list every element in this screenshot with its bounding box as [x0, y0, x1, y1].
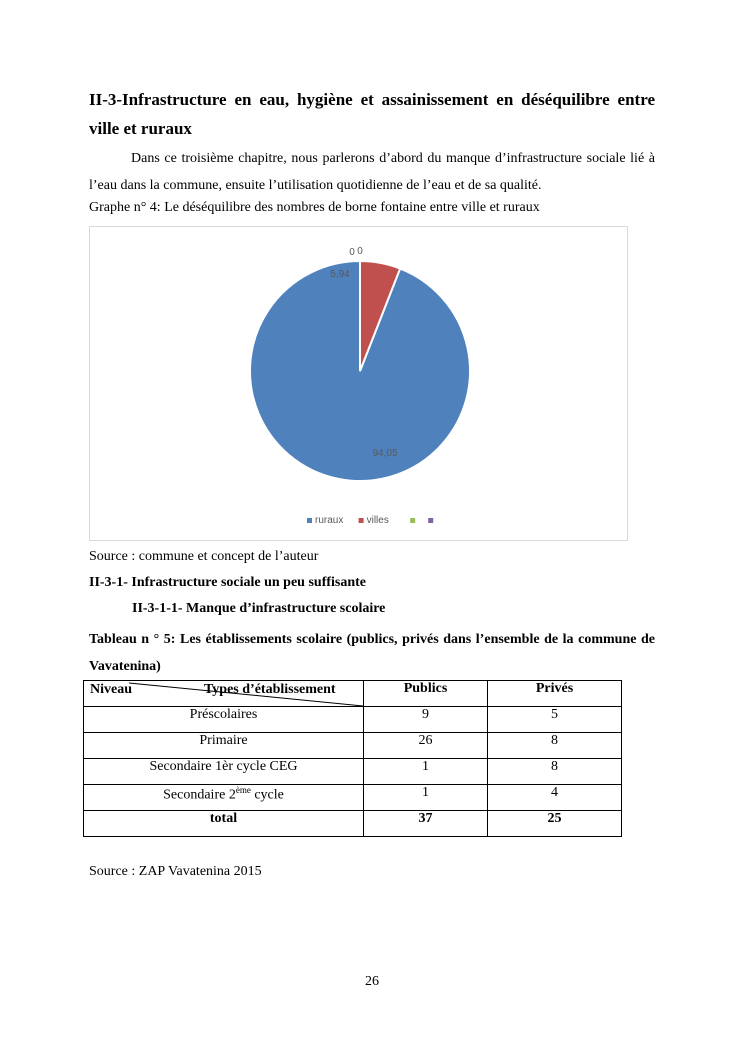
total-label: total [84, 811, 364, 837]
subsection-heading: II-3-1- Infrastructure sociale un peu suffisante [89, 575, 367, 590]
table-header-row [84, 681, 622, 707]
row-publics: 1 [364, 759, 488, 785]
row-prives: 4 [488, 785, 622, 811]
pie-value-label: 94,05 [372, 448, 398, 459]
header-publics: Publics [364, 681, 488, 707]
table-total-row [84, 811, 622, 837]
legend-label: villes [366, 515, 389, 526]
row-prives: 8 [488, 733, 622, 759]
table-row [84, 707, 622, 733]
legend-swatch [428, 518, 433, 523]
total-publics: 37 [364, 811, 488, 837]
legend-label: ruraux [315, 515, 344, 526]
header-niveau-types [84, 681, 364, 707]
sub-subsection-heading: II-3-1-1- Manque d’infrastructure scolaire [132, 601, 386, 616]
table-row [84, 785, 622, 811]
row-publics: 9 [364, 707, 488, 733]
graph-source: Source : commune et concept de l’auteur [89, 549, 319, 564]
pie-value-label: 0 [357, 246, 363, 257]
row-prives: 5 [488, 707, 622, 733]
pie-value-label: 5,94 [330, 269, 350, 280]
header-types: Types d’établissement [204, 682, 336, 697]
row-label: Secondaire 2ème cycle [84, 785, 364, 811]
intro-paragraph: Dans ce troisième chapitre, nous parlerons d’abord du manque d’infrastructure sociale lié à l’eau dans la commune, ensuite l’utilisation quotidienne de l’eau et de sa qualité. [89, 151, 655, 193]
pie-value-label: 0 [349, 247, 355, 258]
pie-chart [89, 226, 628, 541]
row-prives: 8 [488, 759, 622, 785]
total-prives: 25 [488, 811, 622, 837]
row-label: Préscolaires [84, 707, 364, 733]
page-number: 26 [365, 974, 379, 989]
table-row [84, 759, 622, 785]
row-publics: 26 [364, 733, 488, 759]
legend-swatch [307, 518, 312, 523]
table-caption: Tableau n ° 5: Les établissements scolaire (publics, privés dans l’ensemble de la commune de Vavatenina) [89, 632, 655, 674]
row-label: Secondaire 1èr cycle CEG [84, 759, 364, 785]
section-heading: II-3-Infrastructure en eau, hygiène et assainissement en déséquilibre entre ville et ruraux [89, 90, 655, 138]
header-niveau: Niveau [90, 682, 132, 697]
row-publics: 1 [364, 785, 488, 811]
table-row [84, 733, 622, 759]
header-prives: Privés [488, 681, 622, 707]
schools-table [83, 680, 622, 837]
graph-caption: Graphe n° 4: Le déséquilibre des nombres de borne fontaine entre ville et ruraux [89, 200, 540, 215]
legend-swatch [410, 518, 415, 523]
legend-swatch [359, 518, 364, 523]
table-source: Source : ZAP Vavatenina 2015 [89, 864, 262, 879]
row-label: Primaire [84, 733, 364, 759]
